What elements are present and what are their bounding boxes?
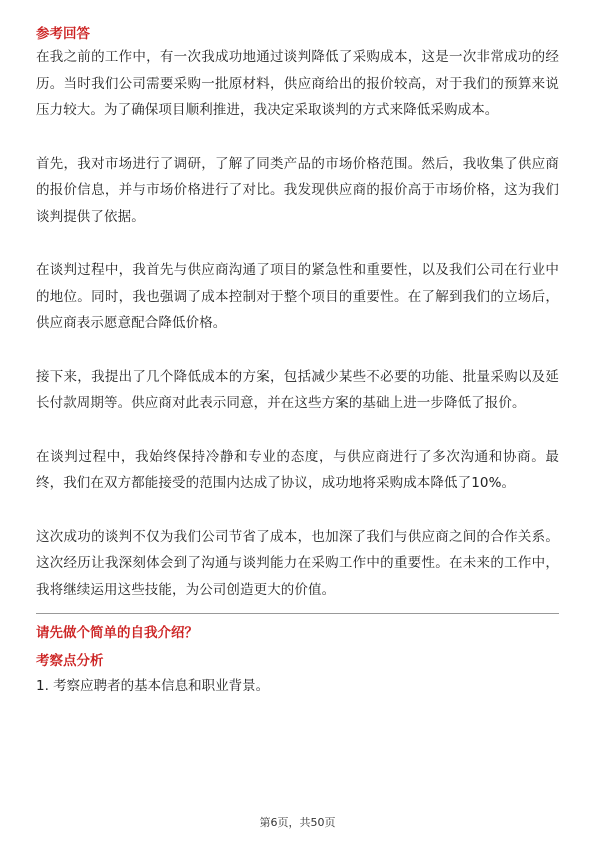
analysis-heading: 考察点分析 bbox=[36, 653, 104, 669]
paragraph-spacer bbox=[36, 124, 559, 151]
question-title: 请先做个简单的自我介绍？ bbox=[36, 625, 198, 641]
answer-paragraph-1: 在我之前的工作中，有一次我成功地通过谈判降低了采购成本，这是一次非常成功的经历。当时我们公司需要采购一批原材料，供应商给出的报价较高，对于我们的预算来说压力较大。为了确保项目顺利推进，我决定采取谈判的方式来降低采购成本。 bbox=[36, 49, 559, 118]
section-divider bbox=[36, 613, 559, 614]
paragraph-spacer bbox=[36, 497, 559, 524]
answer-paragraph-4: 接下来，我提出了几个降低成本的方案，包括减少某些不必要的功能、批量采购以及延长付款周期等。供应商对此表示同意，并在这些方案的基础上进一步降低了报价。 bbox=[36, 368, 559, 411]
answer-paragraph-2: 首先，我对市场进行了调研，了解了同类产品的市场价格范围。然后，我收集了供应商的报价信息，并与市场价格进行了对比。我发现供应商的报价高于市场价格，这为我们谈判提供了依据。 bbox=[36, 155, 559, 225]
paragraph-spacer bbox=[36, 230, 559, 257]
page-content bbox=[36, 24, 559, 698]
reference-answer-heading: 参考回答 bbox=[36, 26, 90, 42]
paragraph-spacer bbox=[36, 417, 559, 444]
paragraph-spacer bbox=[36, 337, 559, 364]
answer-paragraph-3: 在谈判过程中，我首先与供应商沟通了项目的紧急性和重要性，以及我们公司在行业中的地位。同时，我也强调了成本控制对于整个项目的重要性。在了解到我们的立场后，供应商表示愿意配合降低价格。 bbox=[36, 262, 559, 331]
analysis-item: 1. 考察应聘者的基本信息和职业背景。 bbox=[36, 678, 270, 694]
answer-paragraph-6: 这次成功的谈判不仅为我们公司节省了成本，也加深了我们与供应商之间的合作关系。这次经历让我深刻体会到了沟通与谈判能力在采购工作中的重要性。在未来的工作中，我将继续运用这些技能，为公司创造更大的价值。 bbox=[36, 528, 559, 598]
page-number-footer: 第6页，共50页 bbox=[259, 816, 336, 829]
answer-paragraph-5: 在谈判过程中，我始终保持冷静和专业的态度，与供应商进行了多次沟通和协商。最终，我们在双方都能接受的范围内达成了协议，成功地将采购成本降低了10%。 bbox=[36, 448, 559, 491]
